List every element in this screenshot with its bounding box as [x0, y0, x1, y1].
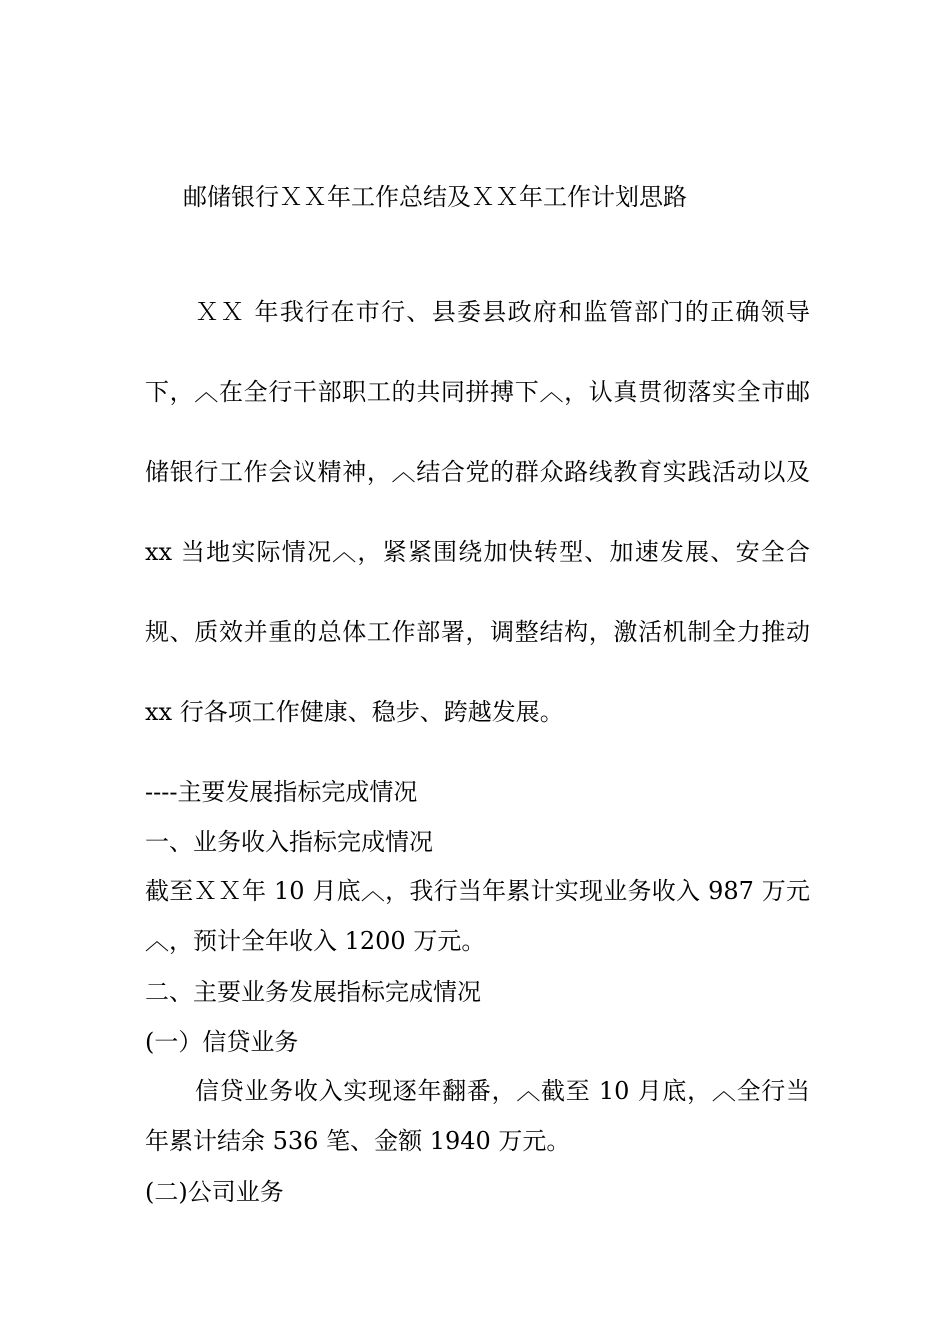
heading-business-income: 一、业务收入指标完成情况 — [145, 828, 433, 856]
subheading-corporate: (二)公司业务 — [145, 1178, 284, 1206]
subheading-credit: (一）信贷业务 — [145, 1028, 299, 1056]
intro-paragraph: ＸＸ 年我行在市行、县委县政府和监管部门的正确领导下，︿在全行干部职工的共同拼搏下︿，认真贯彻落实全市邮储银行工作会议精神，︿结合党的群众路线教育实践活动以及 xx 当地实际情况︿，紧紧围绕加快转型、加速发展、安全合规、质效并重的总体工作部署，调整结构，激活机制全力推动 xx 行各项工作健康、稳步、跨越发展。 — [145, 298, 810, 726]
heading-main-indicators: 二、主要业务发展指标完成情况 — [145, 978, 481, 1006]
income-paragraph: 截至ＸＸ年 10 月底︿，我行当年累计实现业务收入 987 万元︿，预计全年收入 1200 万元。 — [145, 877, 810, 955]
credit-paragraph: 信贷业务收入实现逐年翻番，︿截至 10 月底，︿全行当年累计结余 536 笔、金额 1940 万元。 — [145, 1077, 810, 1155]
document-title: 邮储银行ＸＸ年工作总结及ＸＸ年工作计划思路 — [183, 183, 687, 211]
section-main-heading: ----主要发展指标完成情况 — [145, 778, 418, 806]
